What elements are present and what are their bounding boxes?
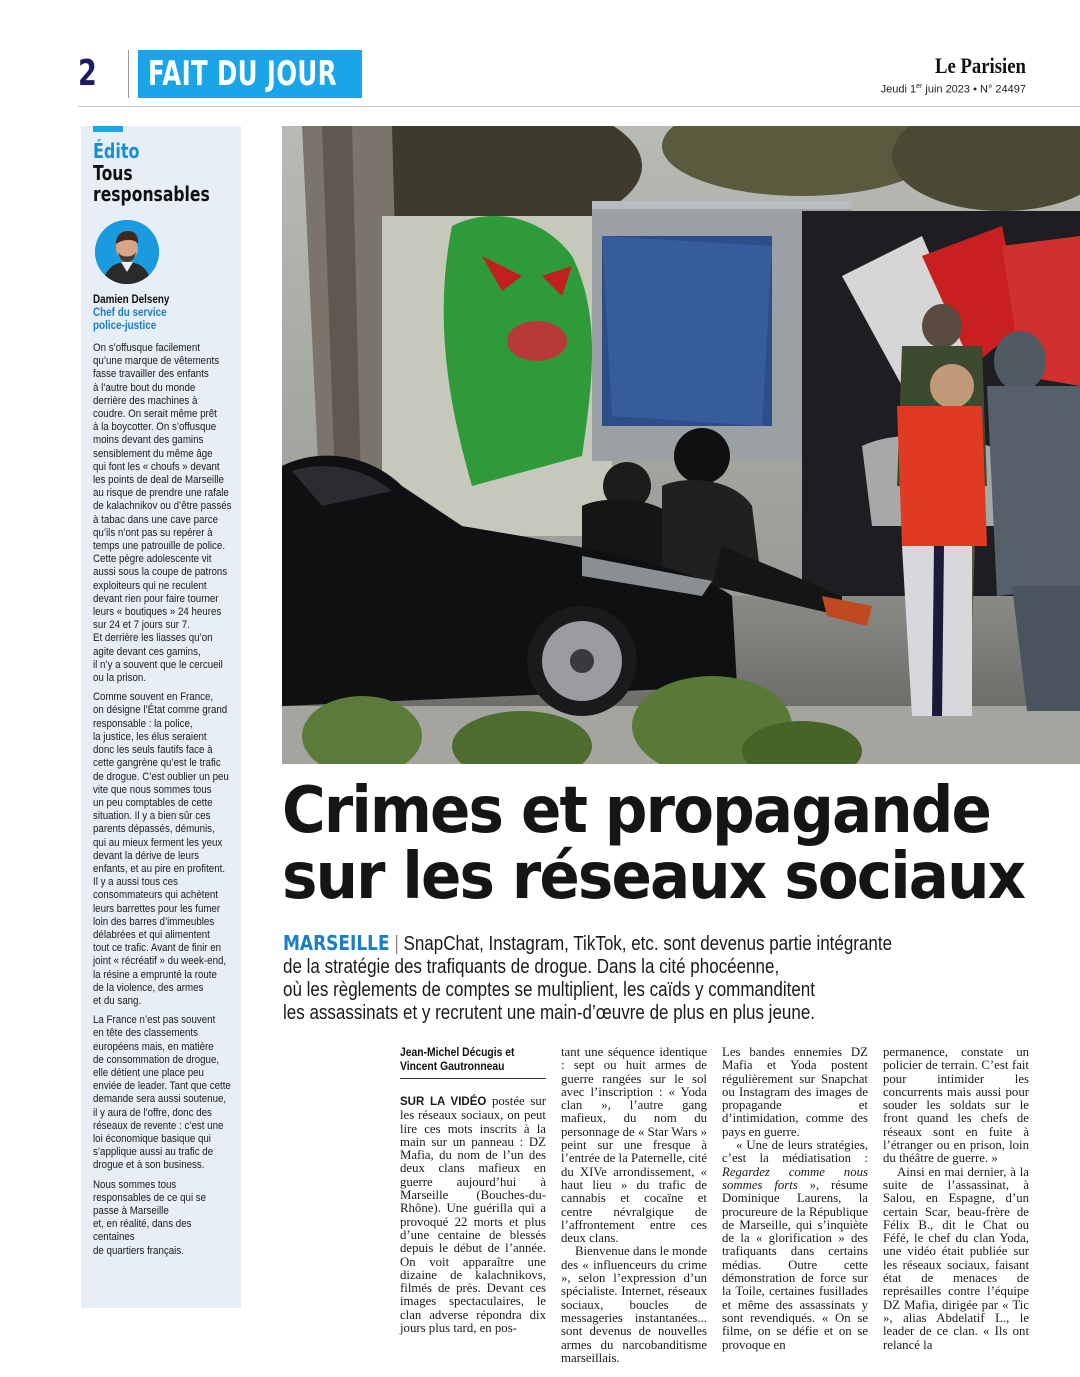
edito-title: Tous responsables [93, 161, 210, 206]
author-portrait-icon [95, 220, 159, 284]
section-rubric [138, 50, 362, 98]
article-column-4 [883, 1046, 1029, 1352]
article-column-1 [400, 1095, 546, 1335]
edition-day: Jeudi 1 [880, 83, 917, 96]
main-photo [282, 126, 1080, 764]
byline-rule [400, 1078, 546, 1079]
article-paragraph: Ainsi en mai dernier, à la suite de l’assassinat, à Salou, en Espagne, d’un certain Scar, beau-frère de Félix B., dit le Chat ou Féfé, le chef du clan Yoda, une vidéo était publiée sur les réseaux sociaux, faisant état de menaces de représailles contre l’équipe DZ Mafia, dirigée par « Tic », alias Abdelatif L., le leader de ce clan. « Ils ont relancé la [883, 1164, 1029, 1352]
sidebar-tab [93, 126, 123, 132]
deck [283, 932, 1014, 1025]
article-column-3 [722, 1046, 868, 1352]
edition-rest: juin 2023 • N° 24497 [922, 83, 1026, 96]
author-role: Chef du service police-justice [93, 307, 167, 332]
article-lead-in: SUR LA VIDÉO [400, 1096, 487, 1108]
deck-place: MARSEILLE [283, 931, 390, 955]
header-rule [78, 106, 1080, 107]
article-paragraph [400, 1095, 546, 1335]
article-paragraph: Les bandes ennemies DZ Mafia et Yoda postent régulièrement sur Snapchat ou Instagram des images de propagande et d’intimidation, comme des pays en guerre. [722, 1045, 868, 1139]
article-quote: Regardez comme nous sommes forts [722, 1164, 868, 1192]
edito-paragraph: Nous sommes tous responsables de ce qui se passe à Marseille et, en réalité, dans des centaines de quartiers français. [93, 1178, 207, 1257]
article-paragraph [722, 1139, 868, 1352]
article-column-2 [561, 1046, 707, 1365]
author-name: Damien Delseny [93, 294, 170, 306]
article-paragraph: Bienvenue dans le monde des « influenceurs du crime », selon l’expression d’un spécialiste. Internet, réseaux sociaux, boucles de messageries instantanées... sont devenus de nouvelles armes du narcobanditisme marseillais. [561, 1244, 707, 1365]
headline: Crimes et propagande sur les réseaux sociaux [282, 774, 1025, 914]
edito-sidebar [81, 126, 241, 1308]
article-text: postée sur les réseaux sociaux, on peut lire ces mots inscrits à la main sur un panneau : DZ Mafia, du nom de l’un des deux clans mafieux en guerre aujourd’hui à Marseille (Bouches-du-Rhône). Une guérilla qui a provoqué 22 morts et plus d’une centaine de blessés depuis le début de l’année. On voit apparaître une dizaine de kalachnikovs, filmés de près. Devant ces images spectaculaires, le clan adverse répondra dix jours plus tard, en pos- [400, 1094, 546, 1336]
article-text: », résume Dominique Laurens, la procureure de la République de Marseille, qui s’inquiète de la « glorification » des trafiquants dans certains médias. Outre cette démonstration de force sur la Toile, certaines fusillades et même des assassinats y sont revendiqués. « On se filme, on se défie et on se provoque en [722, 1177, 868, 1352]
newspaper-logo: Le Parisien [935, 53, 1026, 78]
edition-sup: er [916, 83, 923, 90]
edito-paragraph: Comme souvent en France, on désigne l’État comme grand responsable : la police, la justice, les élus seraient donc les seuls fautifs face à cette gangrène qu’est le trafic de drogue. C’est oublier un peu vite que nous sommes tous un peu comptables de cette situation. Il y a bien sûr ces parents dépassés, démunis, qui au mieux ferment les yeux devant la dérive de leurs enfants, et au pire en profitent. Il y a aussi tous ces consommateurs qui achètent leurs barrettes pour les fumer loin des barres d’immeubles délabrées et qui alimentent tout ce trafic. Avant de finir en joint « récréatif » du week-end, la résine a emprunté la route de la violence, des armes et du sang. [93, 691, 229, 1007]
article-text: « Une de leurs stratégies, c’est la médiatisation : [722, 1138, 868, 1166]
byline: Jean-Michel Décugis et Vincent Gautronneau [400, 1047, 515, 1073]
author-avatar [95, 220, 159, 284]
deck-separator: | [389, 933, 404, 955]
edito-paragraph: On s’offusque facilement qu’une marque de vêtements fasse travailler des enfants à l’autre bout du monde derrière des machines à coudre. On serait même prêt à la boycotter. On s’offusque moins devant des gamins sensiblement du même âge qui font les « choufs » devant les points de deal de Marseille au risque de prendre une rafale de kalachnikov ou d’être passés à tabac dans une cave parce qu’ils n’ont pas su repérer à temps une patrouille de police. Cette pègre adolescente vit aussi sous la coupe de patrons exploiteurs qui ne reculent devant rien pour faire tourner leurs « boutiques » 24 heures sur 24 et 7 jours sur 7. Et derrière les liasses qu’on agite devant ces gamins, il n’y a souvent que le cercueil ou la prison. [93, 342, 232, 685]
page-number: 2 [78, 53, 97, 94]
header-divider [128, 50, 129, 98]
article-paragraph: permanence, constate un policier de terrain. C’est fait pour intimider les concurrents mais aussi pour souder les soldats sur le front quand les chefs de réseaux sont en fuite à l’étranger ou en prison, loin du théâtre de guerre. » [883, 1045, 1029, 1166]
street-scene-image [282, 126, 1080, 764]
edito-label: Édito [93, 139, 140, 163]
edition-line [881, 80, 1026, 97]
edito-body [93, 342, 237, 1264]
edito-paragraph: La France n’est pas souvent en tête des classements européens mais, en matière de consommation de drogue, elle détient une place peu enviée de leader. Tant que cette demande sera aussi soutenue, il y aura de l’offre, donc des réseaux de revente : c’est une loi économique basique qui s’applique aussi au trafic de drogue et à son business. [93, 1014, 231, 1172]
deck-text: SnapChat, Instagram, TikTok, etc. sont devenus partie intégrante de la stratégie des trafiquants de drogue. Dans la cité phocéenne, où les règlements de comptes se multiplient, les caïds y commanditent les assassinats et y recrutent une main-d’œuvre de plus en plus jeune. [283, 933, 893, 1024]
article-paragraph: tant une séquence identique : sept ou huit armes de guerre rangées sur le sol avec l’inscription : « Yoda clan », l’autre gang mafieux, du nom du personnage de « Star Wars » peint sur une fresque à l’entrée de la Paternelle, cité du XIVe arrondissement, « haut lieu » du trafic de cannabis et cocaïne et centre névralgique de l’affrontement entre ces deux clans. [561, 1045, 708, 1246]
section-rubric-label: FAIT DU JOUR [148, 54, 337, 94]
